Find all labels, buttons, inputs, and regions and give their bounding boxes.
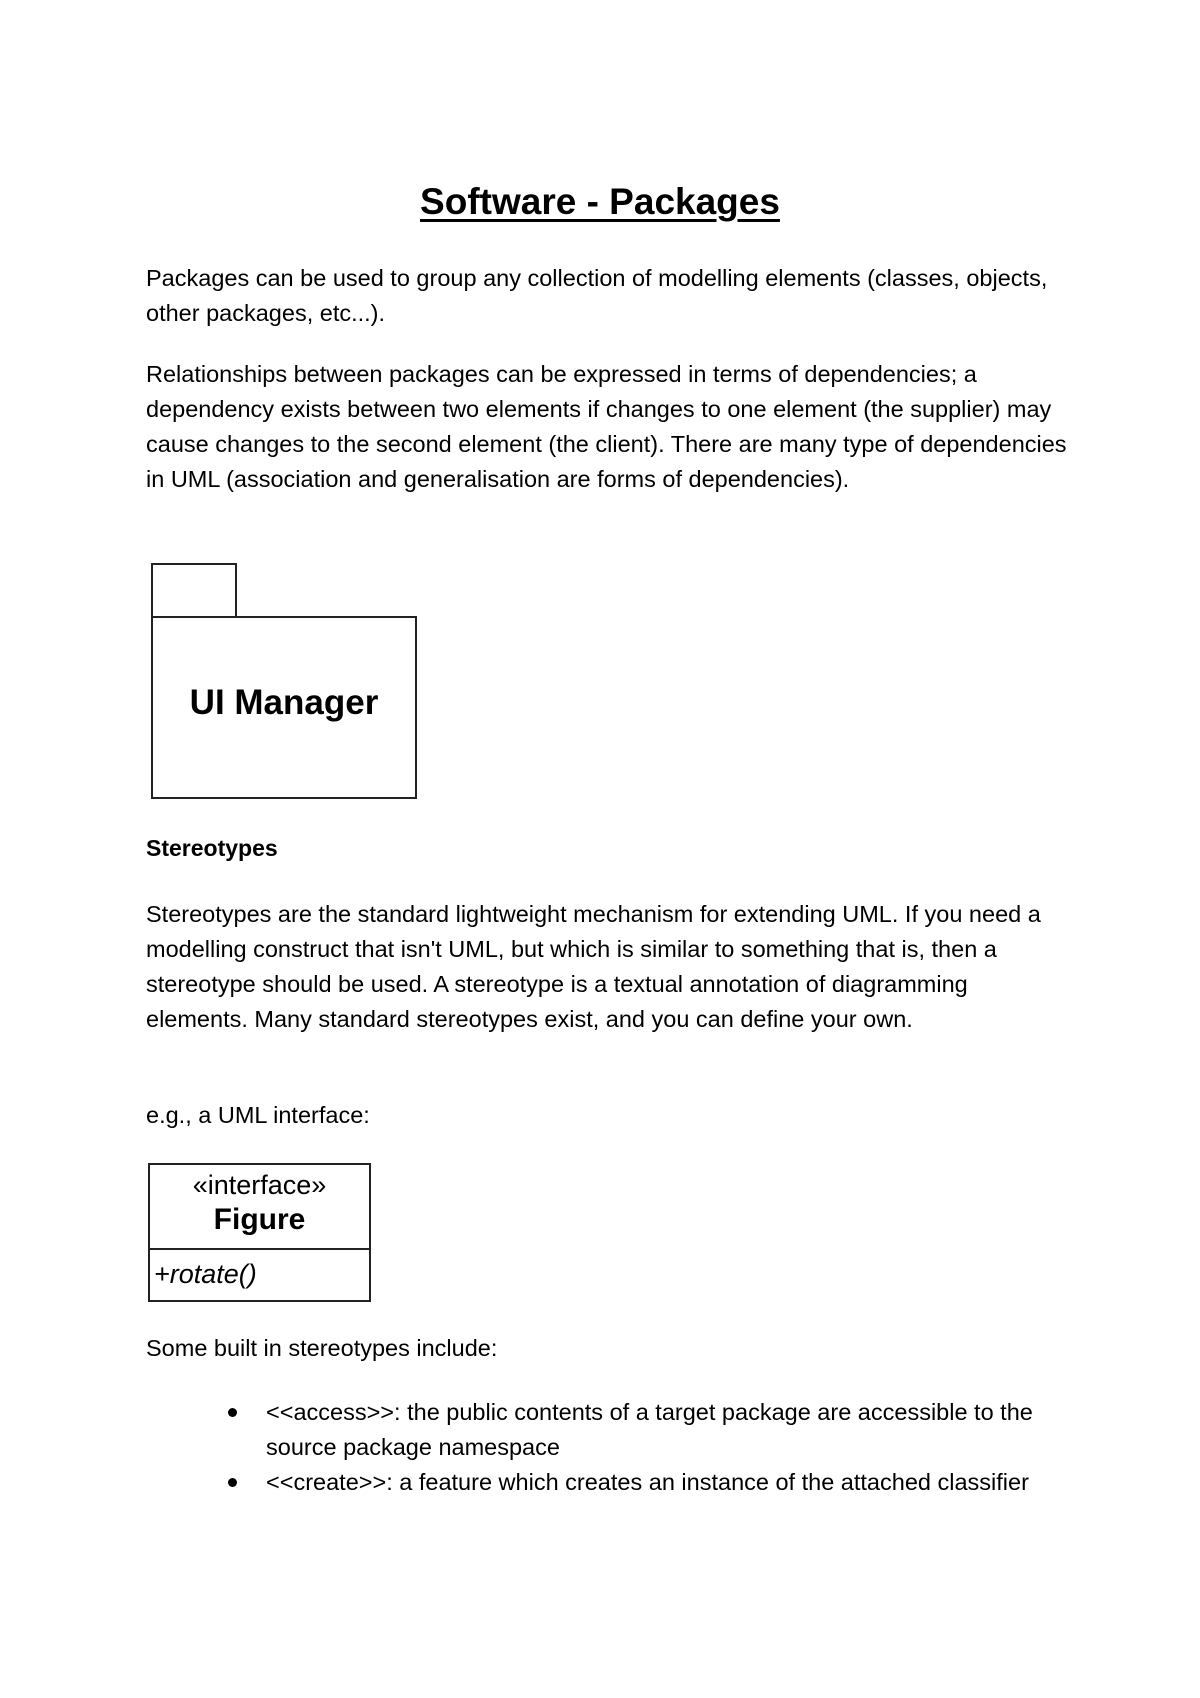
package-name: UI Manager: [189, 682, 379, 722]
builtin-intro: Some built in stereotypes include:: [146, 1335, 498, 1361]
interface-name: Figure: [213, 1203, 306, 1236]
interface-header: [150, 1165, 369, 1250]
interface-diagram: [148, 1163, 371, 1302]
interface-operation: +rotate(): [154, 1259, 257, 1289]
interface-stereotype: «interface»: [192, 1170, 327, 1200]
bullet-icon: [228, 1478, 237, 1487]
bullet-icon: [228, 1408, 237, 1417]
list-item-text: <<access>>: the public contents of a target package are accessible to the source package namespace: [266, 1399, 1033, 1460]
list-item: [146, 1465, 1076, 1500]
package-body: [151, 616, 417, 799]
builtin-stereotypes-list: [146, 1395, 1076, 1500]
page-title: Software - Packages: [420, 181, 780, 222]
intro-paragraph: Packages can be used to group any collection of modelling elements (classes, objects, other packages, etc...).: [146, 265, 1048, 326]
stereotypes-heading: Stereotypes: [146, 835, 278, 861]
stereotypes-paragraph: Stereotypes are the standard lightweight mechanism for extending UML. If you need a modelling construct that isn't UML, but which is similar to something that is, then a stereotype should be used. A stereotype is a textual annotation of diagramming elements. Many standard stereotypes exist, and you can define your own.: [146, 901, 1041, 1032]
package-tab: [151, 563, 237, 616]
example-label: e.g., a UML interface:: [146, 1102, 370, 1128]
list-item-text: <<create>>: a feature which creates an instance of the attached classifier: [266, 1469, 1029, 1495]
relationships-paragraph: Relationships between packages can be expressed in terms of dependencies; a dependency exists between two elements if changes to one element (the supplier) may cause changes to the second element (the client). There are many type of dependencies in UML (association and generalisation are forms of dependencies).: [146, 361, 1067, 492]
list-item: [146, 1395, 1076, 1465]
